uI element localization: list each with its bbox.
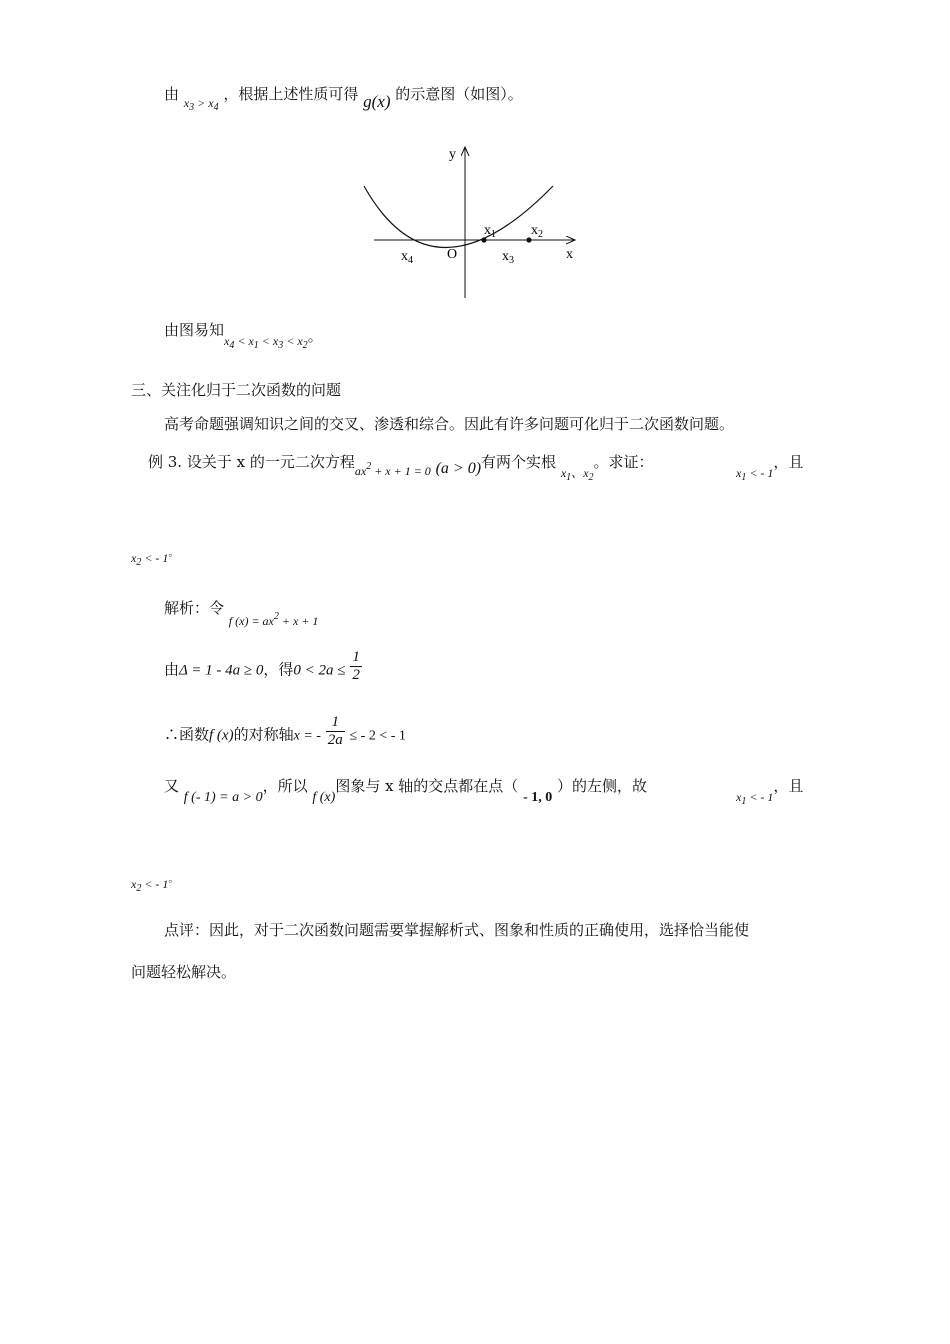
- claim2-formula: $x_2$ < - 1: [131, 551, 169, 568]
- also-mid: ，所以: [262, 777, 308, 795]
- fx-definition: f (x) = ax2 + x + 1: [228, 611, 319, 628]
- x3-label: $x_3$: [502, 249, 514, 266]
- delta-lead: 由: [164, 660, 180, 679]
- point-x2: [526, 237, 531, 242]
- solution-lead: 解析：令: [164, 599, 225, 617]
- example-claim1-line: [736, 452, 803, 488]
- also-text2: ）的左侧，故: [557, 777, 648, 795]
- delta-result: 0 < 2a ≤: [293, 662, 346, 679]
- example-mid: 有两个实根: [481, 453, 557, 471]
- intro-lead: 由: [164, 85, 180, 103]
- claim2-end: 。: [168, 548, 179, 559]
- also-claim2: $x_2$ < - 1: [131, 877, 169, 894]
- comment-line-1: 点评：因此，对于二次函数问题需要掌握解析式、图象和性质的正确使用，选择恰当能使: [164, 921, 750, 939]
- axis-rest: ≤ - 2 < - 1: [349, 728, 406, 744]
- axis-eq: x = -: [293, 728, 321, 744]
- section-intro: 高考命题强调知识之间的交叉、渗透和综合。因此有许多问题可化归于二次函数问题。: [164, 415, 735, 433]
- also-point: - 1, 0: [523, 790, 553, 805]
- delta-line: [164, 649, 362, 684]
- origin-label: O: [447, 247, 458, 262]
- claim-and: ，且: [773, 453, 804, 471]
- x-axis-label: x: [566, 247, 573, 262]
- example-claim2-line: [131, 544, 178, 573]
- example-equation: ax2 + x + 1 = 0: [354, 461, 431, 478]
- also-claim1-line: [736, 776, 803, 812]
- also-text: 图象与 x 轴的交点都在点（: [335, 777, 519, 795]
- x4-label: $x_4$: [401, 249, 413, 266]
- gx-formula: g(x): [363, 92, 391, 111]
- axis-mid: 的对称轴: [233, 725, 294, 744]
- example-prove: 。求证：: [593, 453, 654, 471]
- y-axis-label: y: [449, 147, 456, 162]
- conclusion-end: 。: [307, 327, 323, 345]
- half-fraction: $\frac{1}{2}$: [352, 649, 360, 683]
- point-x1: [481, 237, 486, 242]
- conclusion-lead: 由图易知: [164, 321, 225, 339]
- intro-tail: 的示意图（如图）。: [395, 85, 523, 103]
- also-and: ，且: [773, 777, 804, 795]
- x2-label: $x_2$: [531, 223, 543, 240]
- roots-formula: x1、x2: [560, 466, 594, 483]
- example-lead: 例 3. 设关于 x 的一元二次方程: [148, 453, 355, 471]
- also-lead: 又: [164, 777, 180, 795]
- delta-mid: ，得: [263, 660, 294, 679]
- order-chain: x4 < x1 < x3 < x2: [224, 334, 308, 351]
- example-line: [148, 452, 654, 488]
- also-fx: f (x): [312, 790, 336, 805]
- delta-formula: Δ = 1 - 4a ≥ 0: [179, 662, 264, 679]
- section-heading: 三、关注化归于二次函数的问题: [131, 381, 342, 399]
- also-claim1: x1 < - 1: [736, 790, 774, 807]
- claim1-formula: x1 < - 1: [736, 466, 774, 483]
- intro-mid: ，根据上述性质可得: [223, 85, 359, 103]
- condition-formula: x3 > x4: [183, 96, 219, 113]
- parabola-curve: [364, 186, 553, 248]
- also-eq: f (- 1) = a > 0: [183, 790, 263, 805]
- intro-line: [164, 84, 523, 118]
- x1-label: $x_1$: [484, 223, 496, 240]
- axis-lead: ∴函数: [164, 725, 210, 744]
- axis-fraction: $\frac{1}{2a}$: [327, 714, 343, 748]
- axis-fx: f (x): [209, 727, 234, 744]
- also-end: 。: [168, 874, 179, 885]
- solution-lead-line: [164, 598, 318, 631]
- also-claim2-line: [131, 870, 178, 899]
- axis-line: [164, 714, 406, 749]
- example-condition: (a > 0): [435, 460, 482, 477]
- comment-line-2: 问题轻松解决。: [131, 963, 237, 981]
- conclusion-line: [164, 320, 323, 356]
- also-line: [164, 776, 647, 808]
- parabola-figure: [350, 140, 590, 305]
